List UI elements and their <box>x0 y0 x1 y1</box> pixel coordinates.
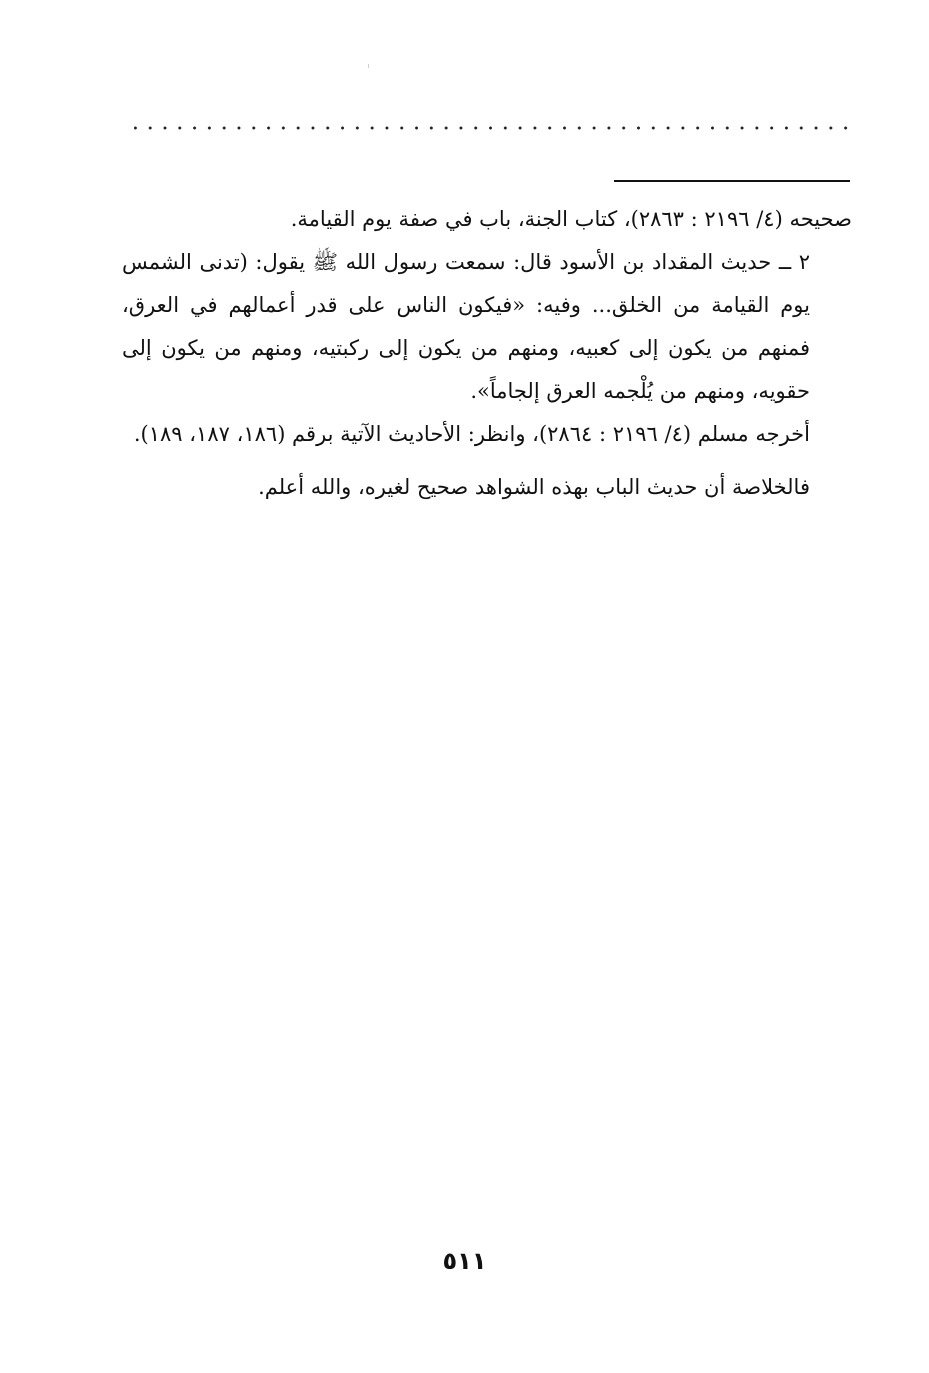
dotted-separator <box>128 124 850 132</box>
takhrij-paragraph: أخرجه مسلم (٤/ ٢١٩٦ : ٢٨٦٤)، وانظر: الأحاديث الآتية برقم (١٨٦، ١٨٧، ١٨٩). <box>133 422 810 446</box>
main-text <box>122 198 852 509</box>
scan-mark <box>368 64 369 68</box>
footnote-continuation: صحيحه (٤/ ٢١٩٦ : ٢٨٦٣)، كتاب الجنة، باب في صفة يوم القيامة. <box>290 207 852 231</box>
footnote-rule <box>614 180 850 182</box>
conclusion-paragraph: فالخلاصة أن حديث الباب بهذه الشواهد صحيح لغيره، والله أعلم. <box>258 475 810 499</box>
page-number: ٥١١ <box>442 1247 487 1275</box>
hadith-paragraph: ٢ ــ حديث المقداد بن الأسود قال: سمعت رسول الله ﷺ يقول: (تدنى الشمس يوم القيامة من الخلق... وفيه: «فيكون الناس على قدر أعمالهم في العرق، فمنهم من يكون إلى كعبيه، ومنهم من يكون إلى ركبتيه، ومنهم من يكون إلى حقويه، ومنهم من يُلْجمه العرق إلجاماً». <box>122 250 810 403</box>
